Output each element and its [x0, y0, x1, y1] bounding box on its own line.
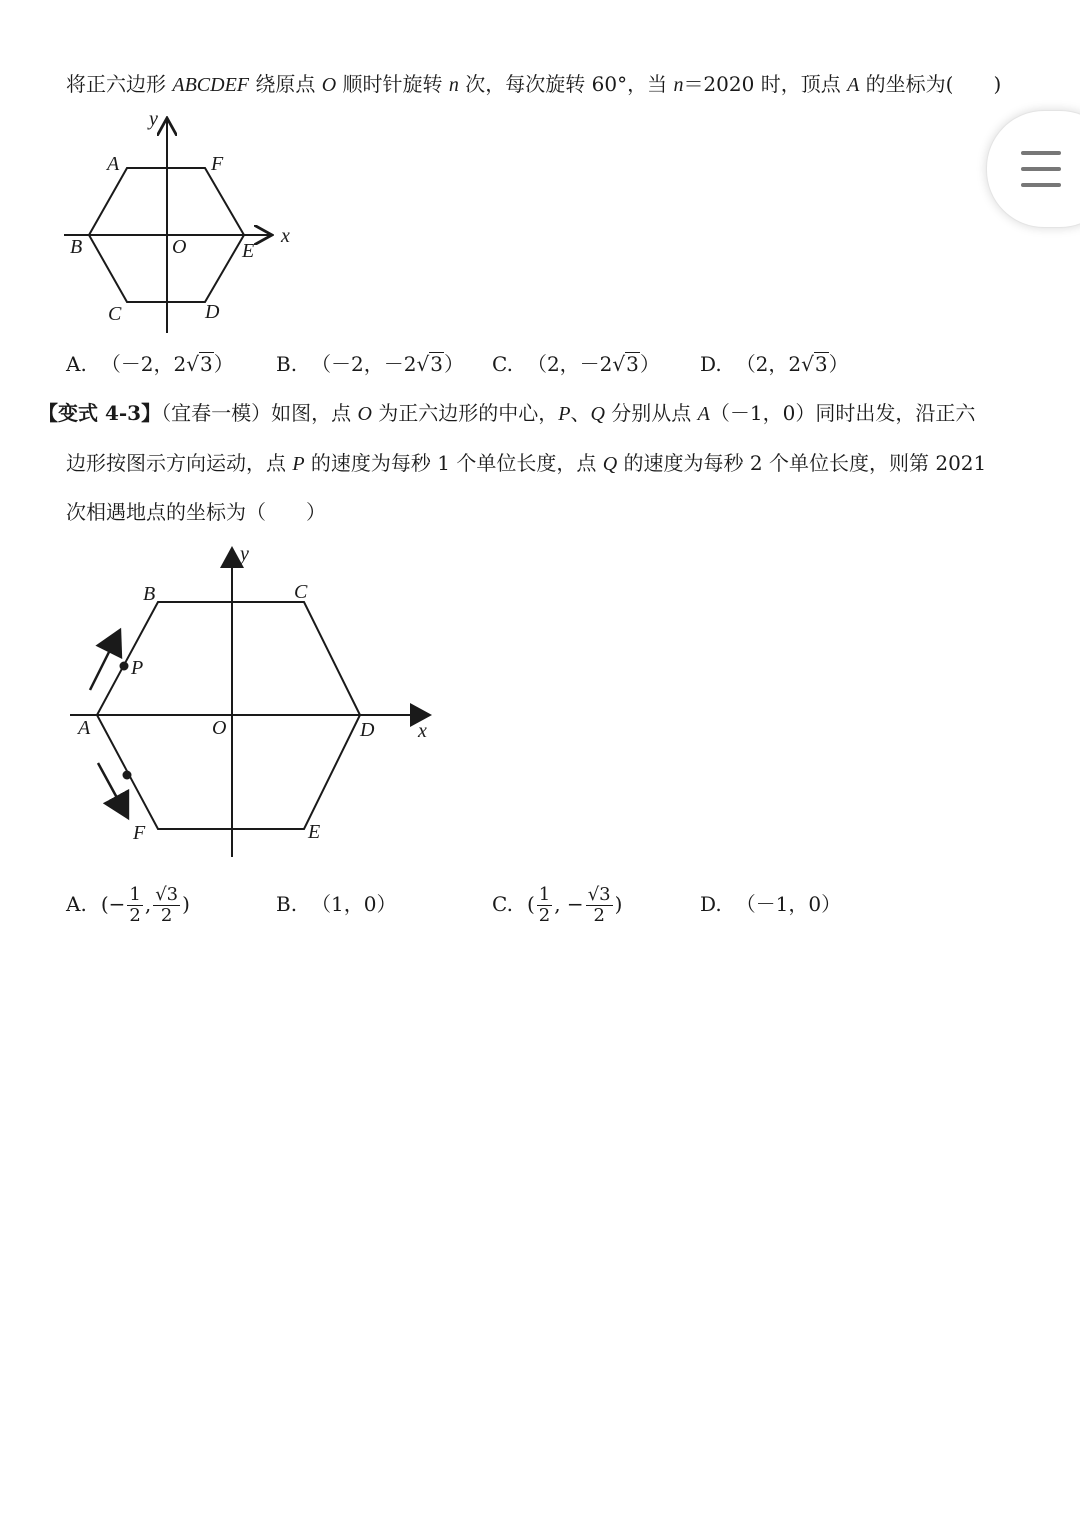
- q2-label-b: B: [143, 583, 156, 605]
- q1-label-d: D: [205, 301, 220, 323]
- q2-label-y: y: [240, 543, 249, 565]
- q1-label-x: x: [281, 225, 290, 247]
- q1-label-y: y: [149, 108, 158, 130]
- q1-option-c: C. （2，－2√3）: [492, 352, 660, 376]
- q2-option-b: B. （1，0）: [276, 892, 397, 916]
- q2-option-c: C. ( $\frac{1}{2}$ , − $\frac{√3}{2}$ ): [492, 884, 623, 926]
- q2-stem-line-3: 次相遇地点的坐标为（ ）: [66, 500, 326, 524]
- hexagon-name: ABCDEF: [172, 74, 250, 96]
- q1-label-c: C: [108, 303, 122, 325]
- q2-hexagon-figure: [0, 0, 460, 880]
- hamburger-menu-icon: [1021, 151, 1061, 155]
- q1-option-a: A. （－2，2√3）: [66, 352, 234, 376]
- q2-label-d: D: [360, 719, 375, 741]
- q1-label-b: B: [70, 236, 83, 258]
- hamburger-menu-icon-bar: [1021, 183, 1061, 187]
- q1-option-b: B. （－2，－2√3）: [276, 352, 464, 376]
- hamburger-menu-icon-bar: [1021, 167, 1061, 171]
- q1-label-e: E: [242, 240, 255, 262]
- q2-stem-line-1: 【变式 4-3】（宜春一模）如图，点 O 为正六边形的中心，P、Q 分别从点 A（－1，0）同时出发，沿正六: [38, 401, 976, 425]
- q-direction-arrow: [98, 763, 128, 818]
- q2-label-a: A: [78, 717, 91, 739]
- q1-label-o: O: [172, 236, 187, 258]
- q1-label-a: A: [107, 153, 120, 175]
- q2-label-o: O: [212, 717, 227, 739]
- q2-label-e: E: [308, 821, 321, 843]
- point-p: [120, 662, 129, 671]
- variant-tag: 【变式 4-3】: [38, 401, 162, 425]
- q2-label-p: P: [131, 657, 144, 679]
- q1-label-f: F: [211, 153, 224, 175]
- menu-button[interactable]: [986, 110, 1080, 228]
- q2-label-x: x: [418, 720, 427, 742]
- point-q: [123, 771, 132, 780]
- q1-option-d: D. （2，2√3）: [700, 352, 849, 376]
- q1-stem: 将正六边形 ABCDEF 绕原点 O 顺时针旋转 n 次，每次旋转 60°，当 n＝2020 时，顶点 A 的坐标为( ): [66, 72, 1002, 96]
- q2-label-c: C: [294, 581, 308, 603]
- q2-label-f: F: [133, 822, 146, 844]
- q2-option-d: D. （－1，0）: [700, 892, 842, 916]
- q2-option-a: A. (− $\frac{1}{2}$ , $\frac{√3}{2}$ ): [66, 884, 190, 926]
- q2-stem-line-2: 边形按图示方向运动，点 P 的速度为每秒 1 个单位长度，点 Q 的速度为每秒 2 个单位长度，则第 2021: [66, 451, 987, 475]
